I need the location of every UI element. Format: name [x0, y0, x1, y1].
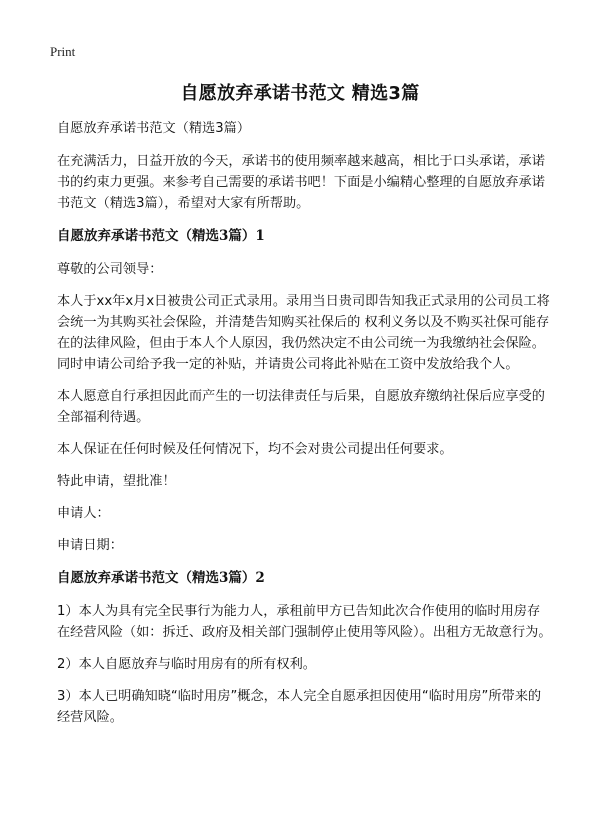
section-2-heading: 自愿放弃承诺书范文（精选3篇）2: [57, 570, 265, 586]
document-subtitle: 自愿放弃承诺书范文（精选3篇）: [57, 121, 251, 136]
section-1-date: 申请日期：: [57, 538, 123, 553]
section-1-heading: 自愿放弃承诺书范文（精选3篇）1: [57, 228, 265, 244]
section-1-paragraph-4: 特此申请，望批准！: [57, 474, 176, 489]
section-2-item-3: 3）本人已明确知晓“临时用房”概念，本人完全自愿承担因使用“临时用房”所带来的经营风险。: [57, 689, 542, 725]
section-1-paragraph-2: 本人愿意自行承担因此而产生的一切法律责任与后果，自愿放弃缴纳社保后应享受的全部福利待遇。: [57, 389, 545, 425]
section-2-item-1: 1）本人为具有完全民事行为能力人，承租前甲方已告知此次合作使用的临时用房存在经营风险（如：拆迁、政府及相关部门强制停止使用等风险）。出租方无故意行为。: [57, 604, 552, 640]
section-1-applicant: 申请人：: [57, 506, 110, 521]
print-link[interactable]: Print: [50, 44, 76, 59]
section-2-item-2: 2）本人自愿放弃与临时用房有的所有权利。: [57, 657, 316, 672]
document-body: [57, 118, 552, 739]
section-1-greeting: 尊敬的公司领导：: [57, 262, 163, 277]
section-1-paragraph-1: 本人于xx年x月x日被贵公司正式录用。录用当日贵司即告知我正式录用的公司员工将会统一为其购买社会保险，并清楚告知购买社保后的 权利义务以及不购买社保可能存在的法律风险，但由于本人个人原因，我仍然决定不由公司统一为我缴纳社会保险。同时申请公司给予我一定的补贴，并请贵公司将此补贴在工资中发放给我个人。: [57, 294, 550, 372]
intro-paragraph: 在充满活力，日益开放的今天，承诺书的使用频率越来越高，相比于口头承诺，承诺书的约束力更强。来参考自己需要的承诺书吧！下面是小编精心整理的自愿放弃承诺书范文（精选3篇），希望对大家有所帮助。: [57, 154, 545, 211]
document-title: 自愿放弃承诺书范文 精选3篇: [180, 83, 420, 104]
section-1-paragraph-3: 本人保证在任何时候及任何情况下，均不会对贵公司提出任何要求。: [57, 442, 453, 457]
